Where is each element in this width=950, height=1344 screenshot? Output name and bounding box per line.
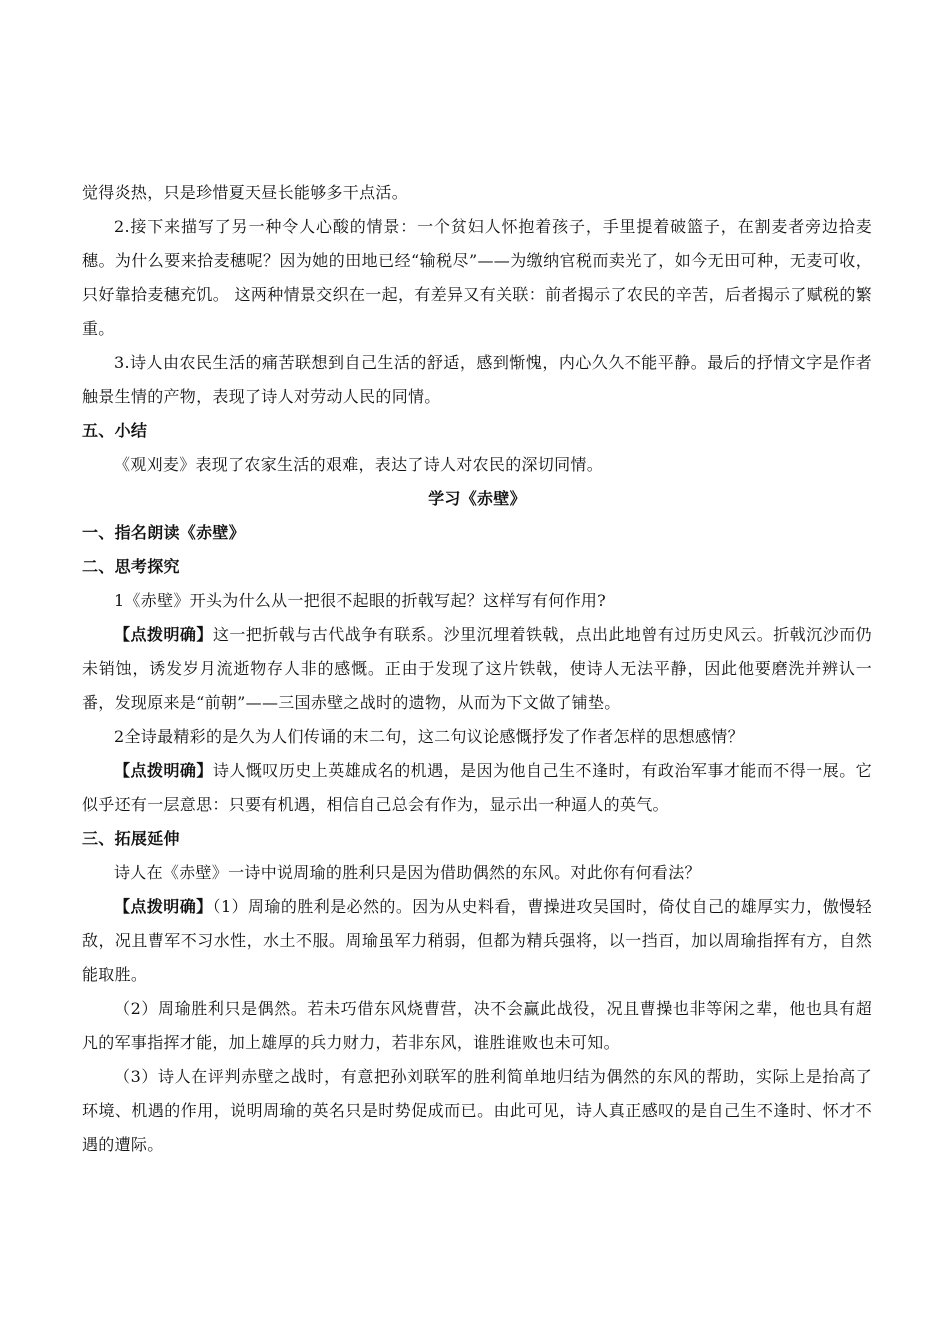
- answer-3-part-3: （3）诗人在评判赤壁之战时，有意把孙刘联军的胜利简单地归结为偶然的东风的帮助，实际上是抬高了环境、机遇的作用，说明周瑜的英名只是时势促成而已。由此可见，诗人真正感叹的是自己生不逢时、怀才不遇的遭际。: [82, 1067, 872, 1154]
- paragraph-summary: 《观刈麦》表现了农家生活的艰难，表达了诗人对农民的深切同情。: [114, 455, 604, 474]
- answer-3-part-1-text: （1）周瑜的胜利是必然的。因为从史料看，曹操进攻吴国时，倚仗自己的雄厚实力，傲慢轻敌，况且曹军不习水性，水土不服。周瑜虽军力稍弱，但都为精兵强将，以一挡百，加以周瑜指挥有方，自然能取胜。: [82, 897, 872, 984]
- document-body: [82, 176, 872, 1162]
- answer-2: [82, 754, 872, 822]
- paragraph-point-3: 3.诗人由农民生活的痛苦联想到自己生活的舒适，感到惭愧，内心久久不能平静。最后的抒情文字是作者触景生情的产物，表现了诗人对劳动人民的同情。: [82, 353, 872, 406]
- answer-2-text: 诗人慨叹历史上英雄成名的机遇，是因为他自己生不逢时，有政治军事才能而不得一展。它似乎还有一层意思：只要有机遇，相信自己总会有作为，显示出一种逼人的英气。: [82, 761, 872, 814]
- answer-3-part-1: [82, 890, 872, 992]
- paragraph-point-2: 2.接下来描写了另一种令人心酸的情景：一个贫妇人怀抱着孩子，手里提着破篮子，在割麦者旁边拾麦穗。为什么要来拾麦穗呢？因为她的田地已经“输税尽”——为缴纳官税而卖光了，如今无田可种，无麦可收，只好靠拾麦穗充饥。 这两种情景交织在一起，有差异又有关联：前者揭示了农民的辛苦，后者揭示了赋税的繁重。: [82, 217, 872, 338]
- section-heading-summary: 五、小结: [82, 421, 148, 440]
- question-1: 1《赤壁》开头为什么从一把很不起眼的折戟写起？这样写有何作用?: [114, 591, 607, 610]
- answer-3-part-2: （2）周瑜胜利只是偶然。若未巧借东风烧曹营，决不会赢此战役，况且曹操也非等闲之辈，他也具有超凡的军事指挥才能，加上雄厚的兵力财力，若非东风，谁胜谁败也未可知。: [82, 999, 872, 1052]
- question-3: 诗人在《赤壁》一诗中说周瑜的胜利只是因为借助偶然的东风。对此你有何看法？: [114, 863, 701, 882]
- section-heading-inquiry: 二、思考探究: [82, 557, 180, 576]
- answer-1: [82, 618, 872, 720]
- answer-1-text: 这一把折戟与古代战争有联系。沙里沉埋着铁戟，点出此地曾有过历史风云。折戟沉沙而仍未销蚀，诱发岁月流逝物存人非的感慨。正由于发现了这片铁戟，使诗人无法平静，因此他要磨洗并辨认一番，发现原来是“前朝”——三国赤壁之战时的遗物，从而为下文做了铺垫。: [82, 625, 872, 712]
- hint-tag: 【点拨明确】: [114, 761, 213, 780]
- hint-tag: 【点拨明确】: [114, 625, 213, 644]
- hint-tag: 【点拨明确】: [114, 897, 213, 916]
- section-heading-extension: 三、拓展延伸: [82, 829, 180, 848]
- paragraph-continuation: 觉得炎热，只是珍惜夏天昼长能够多干点活。: [82, 183, 409, 202]
- section-heading-reading: 一、指名朗读《赤壁》: [82, 523, 246, 542]
- question-2: 2全诗最精彩的是久为人们传诵的末二句，这二句议论感慨抒发了作者怎样的思想感情？: [114, 727, 744, 746]
- lesson-title: 学习《赤壁》: [428, 489, 526, 508]
